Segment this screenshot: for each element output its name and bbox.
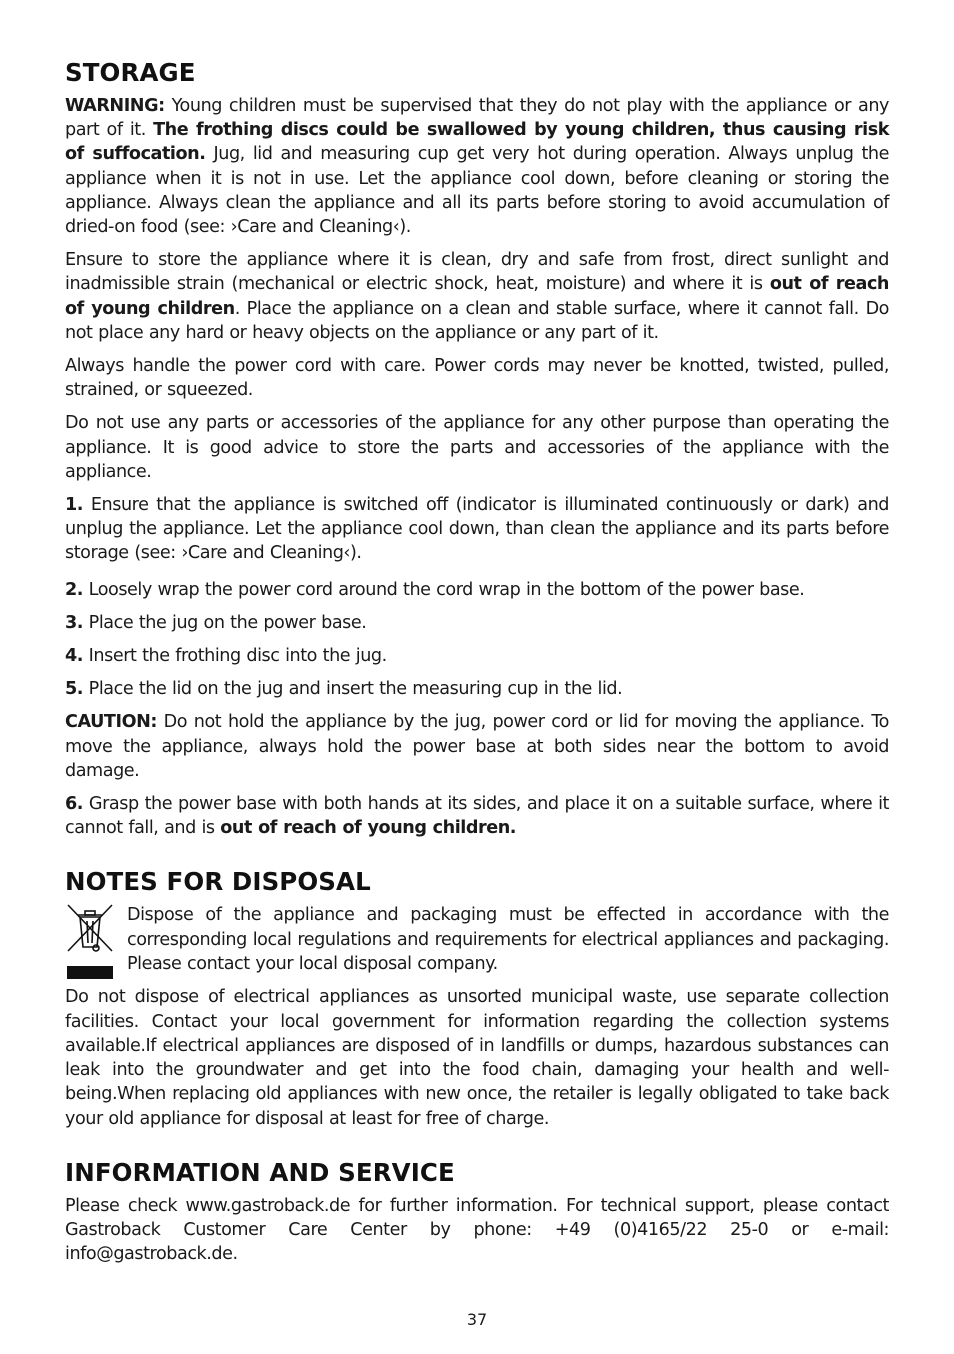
caution-paragraph [65, 710, 889, 783]
step-text: Place the jug on the power base. [83, 612, 367, 633]
storage-heading: STORAGE [65, 58, 196, 87]
caution-text: Do not hold the appliance by the jug, power cord or lid for moving the appliance. To move the appliance, always hold the power base at both sides near the bottom to avoid damage. [65, 712, 889, 781]
step-number: 6. [65, 794, 84, 815]
disposal-heading: NOTES FOR DISPOSAL [65, 867, 371, 897]
step-text: Place the lid on the jug and insert the measuring cup in the lid. [83, 679, 623, 700]
step-number: 5. [65, 679, 84, 700]
step-text: Insert the frothing disc into the jug. [83, 646, 387, 667]
storage-paragraph-2 [65, 248, 889, 345]
storage-p2-text-2: . Place the appliance on a clean and stable surface, where it cannot fall. Do not place any hard or heavy objects on the appliance or any part of it. [65, 298, 889, 343]
step-text: Ensure that the appliance is switched off (indicator is illuminated continuously or dark) and unplug the appliance. Let the appliance cool down, than clean the appliance and its parts before storage (see: ›Care and Cleaning‹). [65, 495, 889, 564]
disposal-section [65, 867, 889, 1130]
page-number: 37 [466, 1310, 488, 1329]
storage-step-4 [65, 644, 889, 668]
service-section [65, 1158, 889, 1267]
step-text: Loosely wrap the power cord around the cord wrap in the bottom of the power base. [83, 579, 805, 600]
step-number: 1. [65, 495, 84, 516]
caution-label: CAUTION: [65, 712, 157, 733]
service-heading: INFORMATION AND SERVICE [65, 1157, 455, 1187]
storage-step-3 [65, 611, 889, 635]
step-number: 3. [65, 612, 84, 633]
storage-p2-bold: out of reach of young children [65, 274, 889, 319]
disposal-paragraph-2: Do not dispose of electrical appliances as unsorted municipal waste, use separate collection facilities. Contact your local government for information regarding the collection systems available.If electrical appliances are disposed of in landfills or dumps, hazardous substances can leak into the groundwater and get into the food chain, damaging your health and well-being.When replacing old appliances with new once, the retailer is legally obligated to take back your old appliance for disposal at least for free of charge. [65, 987, 889, 1129]
storage-step-1 [65, 493, 889, 566]
step-text: Grasp the power base with both hands at its sides, and place it on a suitable surface, where it cannot fall, and is [65, 794, 889, 839]
warning-bold-text: The frothing discs could be swallowed by young children, thus causing risk of suffocation. [65, 120, 889, 165]
step-6-bold: out of reach of young children. [220, 818, 517, 839]
step-number: 2. [65, 579, 84, 600]
disposal-paragraph-1: Dispose of the appliance and packaging must be effected in accordance with the corresponding local regulations and requirements for electrical appliances and packaging. Please contact your local disposal company. [127, 905, 889, 974]
crossed-out-wheelie-bin-icon [65, 903, 115, 985]
warning-text-2: Jug, lid and measuring cup get very hot during operation. Always unplug the appliance when it is not in use. Let the appliance cool down, before cleaning or storing the appliance. Always clean the appliance and all its parts before storing to avoid accumulation of dried-on food (see: ›Care and Cleaning‹). [65, 144, 889, 238]
storage-paragraph-4: Do not use any parts or accessories of the appliance for any other purpose than operating the appliance. It is good advice to store the parts and accessories of the appliance with the appliance. [65, 413, 889, 482]
step-number: 4. [65, 646, 84, 667]
storage-step-5 [65, 677, 889, 701]
storage-p2-text: Ensure to store the appliance where it is clean, dry and safe from frost, direct sunlight and inadmissible strain (mechanical or electric shock, heat, moisture) and where it is [65, 250, 889, 295]
page-content [65, 58, 889, 1275]
warning-text: Young children must be supervised that they do not play with the appliance or any part of it. [65, 96, 889, 141]
storage-step-2 [65, 578, 889, 602]
disposal-intro [65, 903, 889, 985]
service-paragraph: Please check www.gastroback.de for further information. For technical support, please contact Gastroback Customer Care Center by phone: +49 (0)4165/22 25-0 or e-mail: info@gastroback.de. [65, 1195, 889, 1265]
storage-step-6 [65, 792, 889, 840]
storage-warning-paragraph [65, 94, 889, 239]
warning-label: WARNING: [65, 96, 165, 116]
storage-paragraph-3: Always handle the power cord with care. Power cords may never be knotted, twisted, pulled, strained, or squeezed. [65, 356, 889, 401]
